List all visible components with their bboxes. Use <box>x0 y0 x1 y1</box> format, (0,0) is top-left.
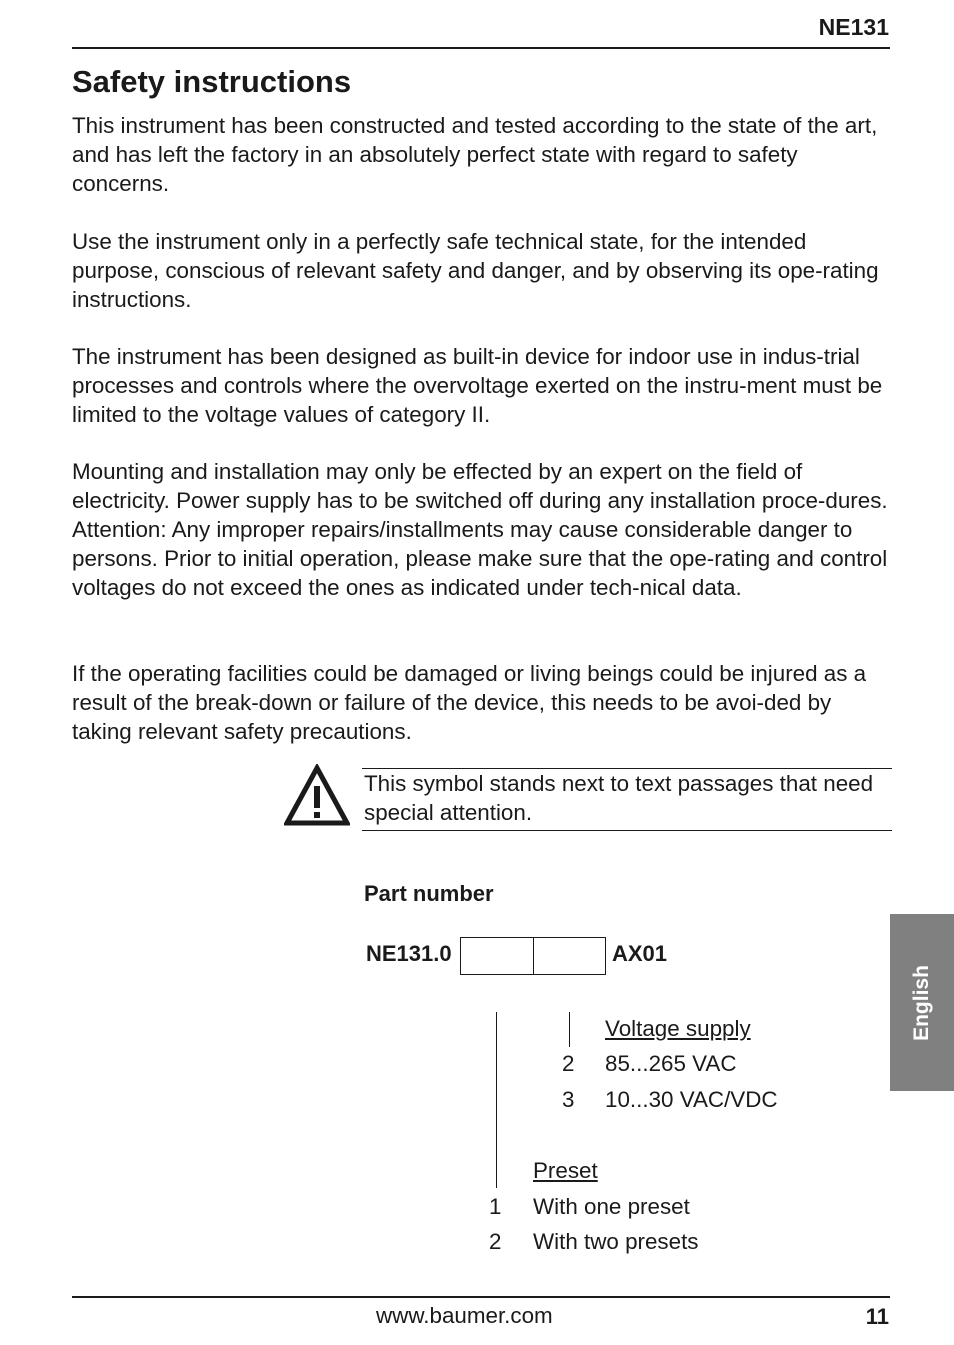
footer-url: www.baumer.com <box>376 1303 553 1328</box>
section-title: Safety instructions <box>72 64 352 99</box>
preset-option-text: With one preset <box>533 1194 690 1219</box>
page-number: 11 <box>865 1304 889 1329</box>
preset-option-text: With two presets <box>533 1229 699 1254</box>
voltage-option-text: 85...265 VAC <box>605 1051 737 1076</box>
preset-heading: Preset <box>533 1158 598 1183</box>
voltage-option-text: 10...30 VAC/VDC <box>605 1087 778 1112</box>
header-rule <box>72 47 890 49</box>
voltage-code-box <box>533 937 606 975</box>
paragraph: Mounting and installation may only be effected by an expert on the field of electricity. Power supply has to be switched off during any installation proce-dures. Attention: Any improper repairs/installments may cause considerable danger to persons. Prior to initial operation, please make sure that the ope-rating and control voltages do not exceed the ones as indicated under tech-nical data. <box>72 459 888 600</box>
voltage-option-number: 2 <box>562 1051 575 1076</box>
voltage-option-number: 3 <box>562 1087 575 1112</box>
preset-connector-line <box>496 1012 497 1188</box>
paragraph: This instrument has been constructed and tested according to the state of the art, and has left the factory in an absolutely perfect state with regard to safety concerns. <box>72 113 878 196</box>
part-number-suffix: AX01 <box>612 941 668 966</box>
language-tab <box>890 914 954 1091</box>
voltage-connector-line <box>569 1012 570 1047</box>
preset-option-number: 1 <box>489 1194 502 1219</box>
voltage-supply-heading: Voltage supply <box>605 1016 751 1041</box>
paragraph: If the operating facilities could be damaged or living beings could be injured as a result of the break-down or failure of the device, this needs to be avoi-ded by taking relevant safety precautions. <box>72 661 867 744</box>
preset-code-box <box>460 937 534 975</box>
warning-note: This symbol stands next to text passages that need special attention. <box>362 768 892 831</box>
part-number-label: Part number <box>364 881 494 906</box>
preset-option-number: 2 <box>489 1229 502 1254</box>
footer-rule <box>72 1296 890 1298</box>
paragraph: The instrument has been designed as built-in device for indoor use in indus-trial processes and controls where the overvoltage exerted on the instru-ment must be limited to the voltage values of category II. <box>72 344 883 427</box>
paragraph: Use the instrument only in a perfectly safe technical state, for the intended purpose, conscious of relevant safety and danger, and by observing its ope-rating instructions. <box>72 229 879 312</box>
document-code: NE131 <box>818 14 889 40</box>
part-number-prefix: NE131.0 <box>366 941 452 966</box>
language-tab-label: English <box>910 964 933 1041</box>
warning-triangle-icon <box>284 764 350 826</box>
